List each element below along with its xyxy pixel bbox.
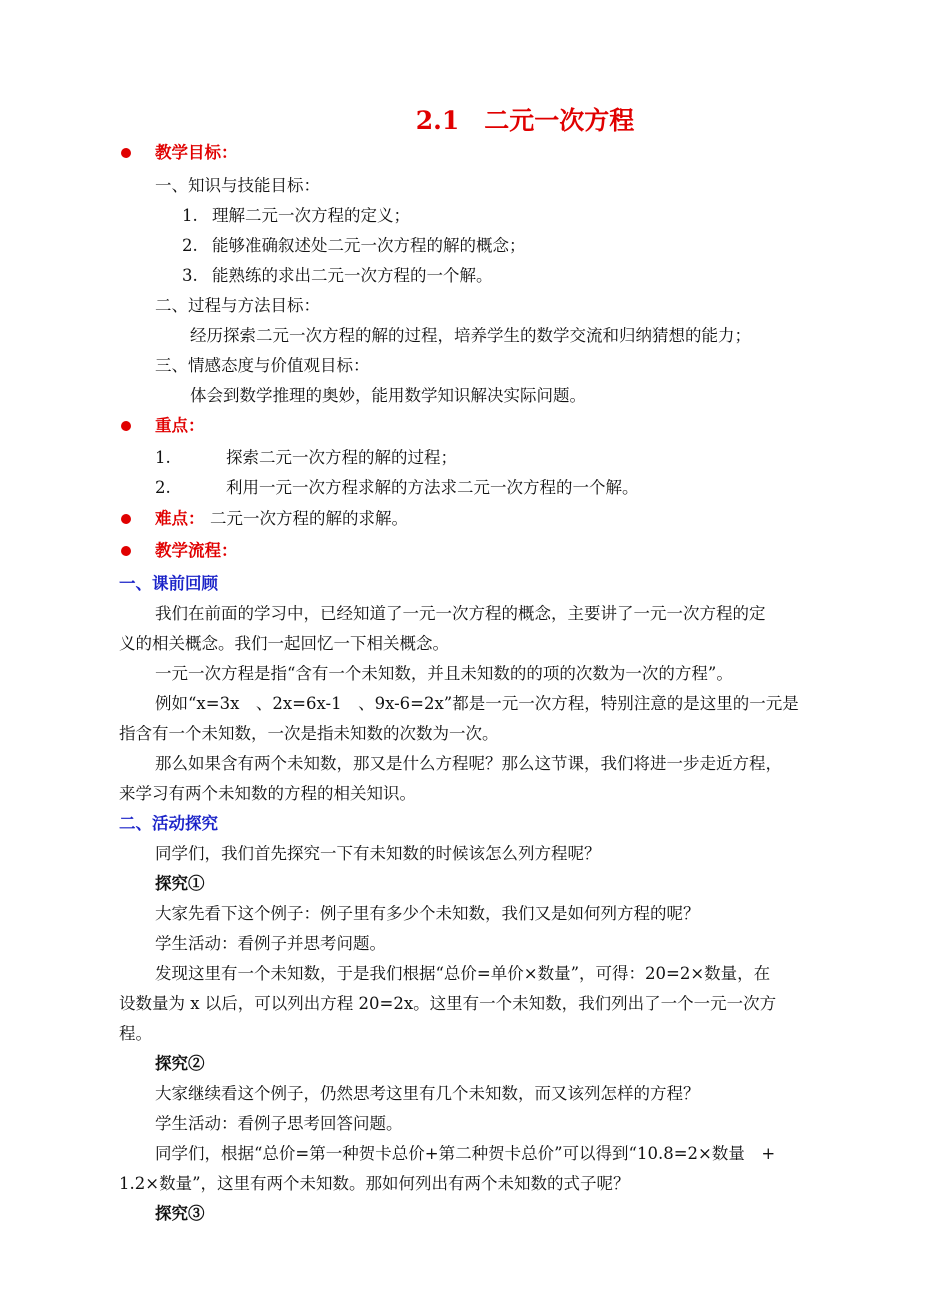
explore2-heading: 探究② (155, 1054, 205, 1073)
section1-line-5: 指含有一个未知数，一次是指未知数的次数为一次。 (119, 724, 499, 743)
section1-line-1: 我们在前面的学习中，已经知道了一元一次方程的概念，主要讲了一元一次方程的定 (155, 604, 766, 623)
bullet-icon (121, 421, 131, 431)
explore3-heading: 探究③ (155, 1204, 205, 1223)
key-point-2: 利用一元一次方程求解的方法求二元一次方程的一个解。 (226, 478, 639, 497)
knowledge-item-2-num: 2. (182, 236, 198, 255)
section2-heading: 二、活动探究 (119, 814, 218, 833)
emotion-heading: 三、情感态度与价值观目标： (155, 356, 370, 375)
difficulty-text: 二元一次方程的解的求解。 (210, 509, 408, 528)
bullet-icon (121, 148, 131, 158)
explore1-line-3: 发现这里有一个未知数，于是我们根据“总价=单价×数量”，可得：20=2×数量，在 (155, 964, 771, 983)
key-point-2-num: 2. (155, 478, 171, 497)
bullet-icon (121, 514, 131, 524)
section1-heading: 一、课前回顾 (119, 574, 218, 593)
key-points-heading: 重点： (155, 416, 205, 435)
explore2-line-3: 同学们，根据“总价=第一种贺卡总价+第二种贺卡总价”可以得到“10.8=2×数量 + (155, 1144, 776, 1163)
explore2-line-4: 1.2×数量”，这里有两个未知数。那如何列出有两个未知数的式子呢？ (119, 1174, 630, 1193)
explore1-heading: 探究① (155, 874, 205, 893)
bullet-icon (121, 546, 131, 556)
explore2-line-1: 大家继续看这个例子，仍然思考这里有几个未知数，而又该列怎样的方程？ (155, 1084, 700, 1103)
knowledge-heading: 一、知识与技能目标： (155, 176, 320, 195)
explore1-line-1: 大家先看下这个例子：例子里有多少个未知数，我们又是如何列方程的呢？ (155, 904, 700, 923)
section1-line-4: 例如“x=3x 、2x=6x-1 、9x-6=2x”都是一元一次方程，特别注意的是这里的一元是 (155, 694, 799, 713)
goals-heading: 教学目标： (155, 143, 238, 162)
emotion-text: 体会到数学推理的奥妙，能用数学知识解决实际问题。 (190, 386, 586, 405)
key-point-1-num: 1. (155, 448, 171, 467)
knowledge-item-1: 理解二元一次方程的定义； (212, 206, 410, 225)
section1-line-2: 义的相关概念。我们一起回忆一下相关概念。 (119, 634, 449, 653)
difficulty-heading: 难点： (155, 509, 205, 528)
knowledge-item-3-num: 3. (182, 266, 198, 285)
explore1-line-5: 程。 (119, 1024, 152, 1043)
key-point-1: 探索二元一次方程的解的过程； (226, 448, 457, 467)
section1-line-3: 一元一次方程是指“含有一个未知数，并且未知数的的项的次数为一次的方程”。 (155, 664, 733, 683)
section1-line-6: 那么如果含有两个未知数，那又是什么方程呢？那么这节课，我们将进一步走近方程， (155, 754, 782, 773)
explore2-line-2: 学生活动：看例子思考回答问题。 (155, 1114, 403, 1133)
page-title: 2.1 二元一次方程 (415, 106, 635, 135)
flow-heading: 教学流程： (155, 541, 238, 560)
explore1-line-4: 设数量为 x 以后，可以列出方程 20=2x。这里有一个未知数，我们列出了一个一元一次方 (119, 994, 777, 1013)
process-text: 经历探索二元一次方程的解的过程，培养学生的数学交流和归纳猜想的能力； (190, 326, 751, 345)
section1-line-7: 来学习有两个未知数的方程的相关知识。 (119, 784, 416, 803)
section2-intro: 同学们，我们首先探究一下有未知数的时候该怎么列方程呢？ (155, 844, 601, 863)
explore1-line-2: 学生活动：看例子并思考问题。 (155, 934, 386, 953)
knowledge-item-1-num: 1. (182, 206, 198, 225)
process-heading: 二、过程与方法目标： (155, 296, 320, 315)
knowledge-item-3: 能熟练的求出二元一次方程的一个解。 (212, 266, 493, 285)
knowledge-item-2: 能够准确叙述处二元一次方程的解的概念； (212, 236, 526, 255)
